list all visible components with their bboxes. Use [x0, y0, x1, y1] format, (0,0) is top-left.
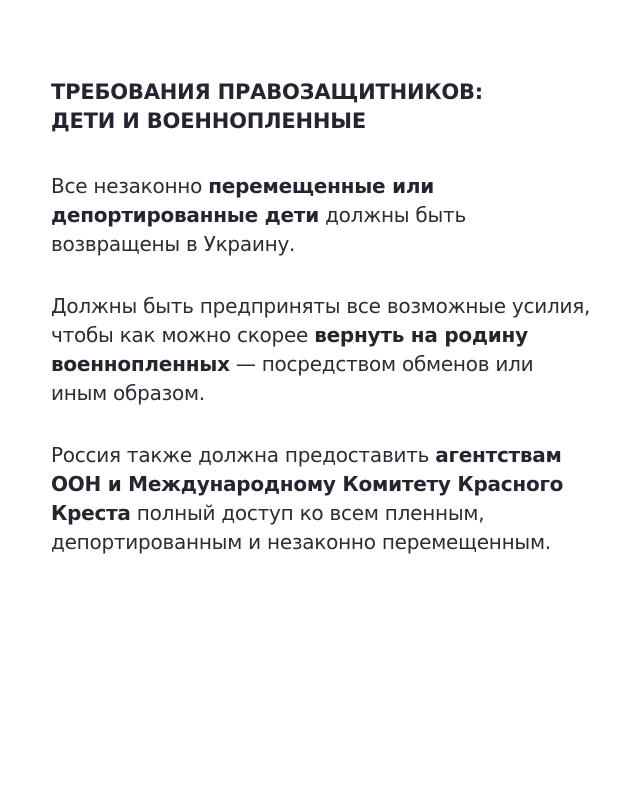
paragraph-prisoners-text-start: Должны быть предприняты все возможные усилия, чтобы как можно скорее — [51, 294, 591, 347]
paragraph-access-emphasis: агентствам ООН и Международному Комитету Красного Креста — [51, 443, 564, 525]
paragraph-access — [51, 441, 591, 557]
paragraph-children — [51, 172, 591, 259]
paragraph-prisoners-emphasis: вернуть на родину военнопленных — [51, 323, 528, 376]
page-title-line-1: ТРЕБОВАНИЯ ПРАВОЗАЩИТНИКОВ: — [51, 80, 483, 104]
paragraph-children-emphasis: перемещенные или депортированные дети — [51, 174, 434, 227]
paragraph-prisoners-text-end: — посредством обменов или иным образом. — [51, 352, 534, 405]
content-card — [51, 78, 591, 557]
paragraph-access-text-end: полный доступ ко всем пленным, депортированным и незаконно перемещенным. — [51, 501, 551, 554]
paragraph-children-text-start: Все незаконно — [51, 174, 209, 198]
paragraph-children-text-end: должны быть возвращены в Украину. — [51, 203, 466, 256]
paragraph-access-text-start: Россия также должна предоставить — [51, 443, 436, 467]
page-title-line-2: ДЕТИ И ВОЕННОПЛЕННЫЕ — [51, 109, 366, 133]
paragraph-prisoners — [51, 292, 591, 408]
page-title — [51, 78, 591, 136]
